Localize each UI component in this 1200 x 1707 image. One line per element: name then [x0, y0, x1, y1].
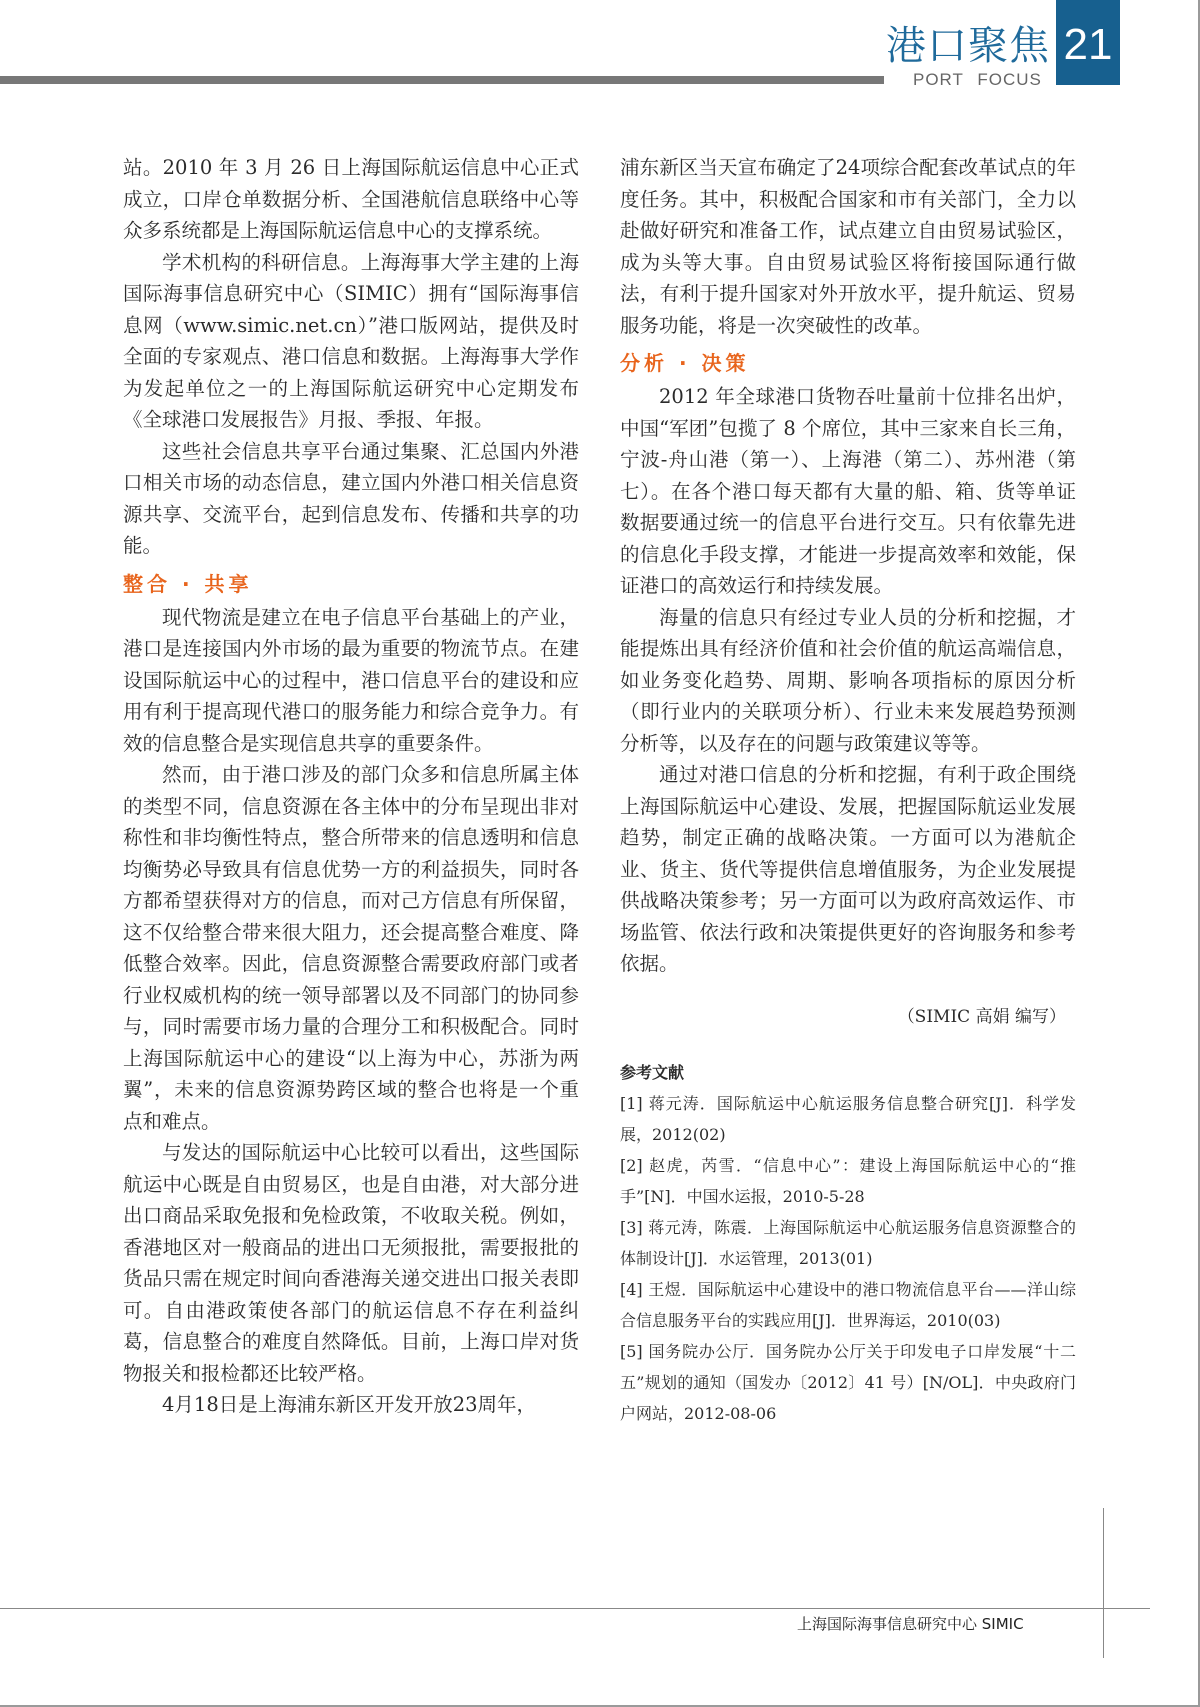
paragraph: 浦东新区当天宣布确定了24项综合配套改革试点的年度任务。其中，积极配合国家和市有关部门，全力以赴做好研究和准备工作，试点建立自由贸易试验区，成为头等大事。自由贸易试验区将衔接国际通行做法，有利于提升国家对外开放水平，提升航运、贸易服务功能，将是一次突破性的改革。	[620, 156, 1076, 337]
byline: （SIMIC 高娟 编写）	[897, 1006, 1066, 1027]
header-rule	[0, 76, 884, 84]
footer-vertical-rule	[1103, 1508, 1104, 1658]
page-number: 21	[1063, 20, 1113, 69]
references-heading: 参考文献	[620, 1062, 685, 1082]
footer-publisher: 上海国际海事信息研究中心 SIMIC	[797, 1615, 1024, 1633]
section-heading-analysis: 分析 · 决策	[620, 351, 750, 375]
footer-rule	[0, 1608, 1150, 1609]
left-column	[123, 152, 579, 1421]
reference-item: [5] 国务院办公厅．国务院办公厅关于印发电子口岸发展“十二五”规划的通知（国发办〔2012〕41 号）[N/OL]．中央政府门户网站，2012-08-06	[620, 1341, 1076, 1423]
section-title: 港口聚焦	[886, 23, 1050, 69]
reference-item: [3] 蒋元涛，陈震．上海国际航运中心航运服务信息资源整合的体制设计[J]．水运管理，2013(01)	[620, 1217, 1076, 1268]
right-column	[620, 152, 1076, 1429]
paragraph: 4月18日是上海浦东新区开发开放23周年，	[162, 1393, 537, 1416]
paragraph: 这些社会信息共享平台通过集聚、汇总国内外港口相关市场的动态信息，建立国内外港口相关信息资源共享、交流平台，起到信息发布、传播和共享的功能。	[123, 439, 579, 557]
reference-item: [1] 蒋元涛．国际航运中心航运服务信息整合研究[J]．科学发展，2012(02)	[620, 1093, 1076, 1144]
section-heading-integration: 整合 · 共享	[123, 571, 253, 596]
paragraph: 然而，由于港口涉及的部门众多和信息所属主体的类型不同，信息资源在各主体中的分布呈现出非对称性和非均衡性特点，整合所带来的信息透明和信息均衡势必导致具有信息优势一方的利益损失，同时各方都希望获得对方的信息，而对己方信息有所保留，这不仅给整合带来很大阻力，还会提高整合难度、降低整合效率。因此，信息资源整合需要政府部门或者行业权威机构的统一领导部署以及不同部门的协同参与，同时需要市场力量的合理分工和积极配合。同时上海国际航运中心的建设“以上海为中心，苏浙为两翼”，未来的信息资源势跨区域的整合也将是一个重点和难点。	[123, 763, 579, 1133]
paragraph: 海量的信息只有经过专业人员的分析和挖掘，才能提炼出具有经济价值和社会价值的航运高端信息，如业务变化趋势、周期、影响各项指标的原因分析（即行业内的关联项分析）、行业未来发展趋势预测分析等，以及存在的问题与政策建议等等。	[620, 605, 1076, 755]
page-number-badge	[1056, 0, 1120, 85]
paragraph: 现代物流是建立在电子信息平台基础上的产业，港口是连接国内外市场的最为重要的物流节点。在建设国际航运中心的过程中，港口信息平台的建设和应用有利于提高现代港口的服务能力和综合竞争力。有效的信息整合是实现信息共享的重要条件。	[123, 605, 579, 755]
paragraph: 站。2010 年 3 月 26 日上海国际航运信息中心正式成立，口岸仓单数据分析、全国港航信息联络中心等众多系统都是上海国际航运信息中心的支撑系统。	[123, 156, 579, 242]
paragraph: 学术机构的科研信息。上海海事大学主建的上海国际海事信息研究中心（SIMIC）拥有“国际海事信息网（www.simic.net.cn）”港口版网站，提供及时全面的专家观点、港口信息和数据。上海海事大学作为发起单位之一的上海国际航运研究中心定期发布《全球港口发展报告》月报、季报、年报。	[123, 250, 579, 431]
section-subtitle: PORT FOCUS	[913, 70, 1042, 89]
reference-item: [2] 赵虎，芮雪．“信息中心”：建设上海国际航运中心的“推手”[N]．中国水运报，2010-5-28	[620, 1155, 1076, 1206]
paragraph: 与发达的国际航运中心比较可以看出，这些国际航运中心既是自由贸易区，也是自由港，对大部分进出口商品采取免报和免检政策，不收取关税。例如，香港地区对一般商品的进出口无须报批，需要报批的货品只需在规定时间向香港海关递交进出口报关表即可。自由港政策使各部门的航运信息不存在利益纠葛，信息整合的难度自然降低。目前，上海口岸对货物报关和报检都还比较严格。	[123, 1141, 579, 1385]
reference-item: [4] 王煜．国际航运中心建设中的港口物流信息平台——洋山综合信息服务平台的实践应用[J]．世界海运，2010(03)	[620, 1279, 1076, 1330]
paragraph: 2012 年全球港口货物吞吐量前十位排名出炉，中国“军团”包揽了 8 个席位，其中三家来自长三角，宁波-舟山港（第一）、上海港（第二）、苏州港（第七）。在各个港口每天都有大量的船、箱、货等单证数据要通过统一的信息平台进行交互。只有依靠先进的信息化手段支撑，才能进一步提高效率和效能，保证港口的高效运行和持续发展。	[620, 385, 1076, 597]
paragraph: 通过对港口信息的分析和挖掘，有利于政企围绕上海国际航运中心建设、发展，把握国际航运业发展趋势，制定正确的战略决策。一方面可以为港航企业、货主、货代等提供信息增值服务，为企业发展提供战略决策参考；另一方面可以为政府高效运作、市场监管、依法行政和决策提供更好的咨询服务和参考依据。	[620, 763, 1076, 975]
